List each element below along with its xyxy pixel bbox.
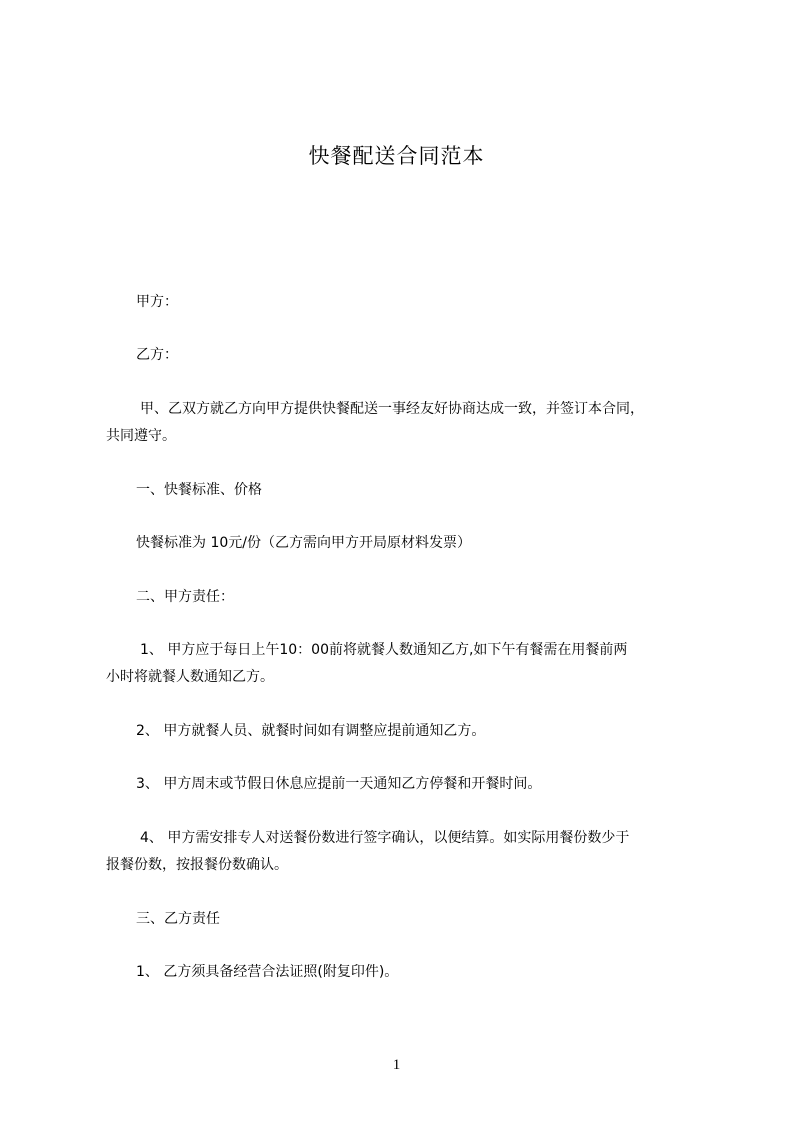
section-2-item-4-line-1: 4、 甲方需安排专人对送餐份数进行签字确认，以便结算。如实际用餐份数少于 bbox=[140, 830, 630, 846]
section-2-item-1-line-2: 小时将就餐人数通知乙方。 bbox=[106, 669, 274, 685]
section-2-item-3: 3、 甲方周末或节假日休息应提前一天通知乙方停餐和开餐时间。 bbox=[136, 776, 542, 792]
section-3-item-1: 1、 乙方须具备经营合法证照(附复印件)。 bbox=[136, 964, 399, 980]
section-2-item-1-line-1: 1、 甲方应于每日上午10：00前将就餐人数通知乙方,如下午有餐需在用餐前两 bbox=[140, 642, 628, 658]
party-a-label: 甲方： bbox=[136, 294, 178, 310]
section-2-item-2: 2、 甲方就餐人员、就餐时间如有调整应提前通知乙方。 bbox=[136, 723, 486, 739]
section-2-heading: 二、甲方责任： bbox=[136, 589, 234, 605]
page-number: 1 bbox=[392, 1057, 401, 1073]
section-1-heading: 一、快餐标准、价格 bbox=[136, 482, 262, 498]
section-1-text: 快餐标准为 10元/份（乙方需向甲方开局原材料发票） bbox=[136, 535, 471, 551]
party-b-label: 乙方： bbox=[136, 347, 178, 363]
section-3-heading: 三、乙方责任 bbox=[136, 911, 220, 927]
intro-paragraph-line-2: 共同遵守。 bbox=[106, 428, 176, 444]
page-title: 快餐配送合同范本 bbox=[308, 144, 485, 168]
section-2-item-4-line-2: 报餐份数，按报餐份数确认。 bbox=[106, 857, 288, 873]
intro-paragraph-line-1: 甲、乙双方就乙方向甲方提供快餐配送一事经友好协商达成一致，并签订本合同， bbox=[140, 401, 644, 417]
